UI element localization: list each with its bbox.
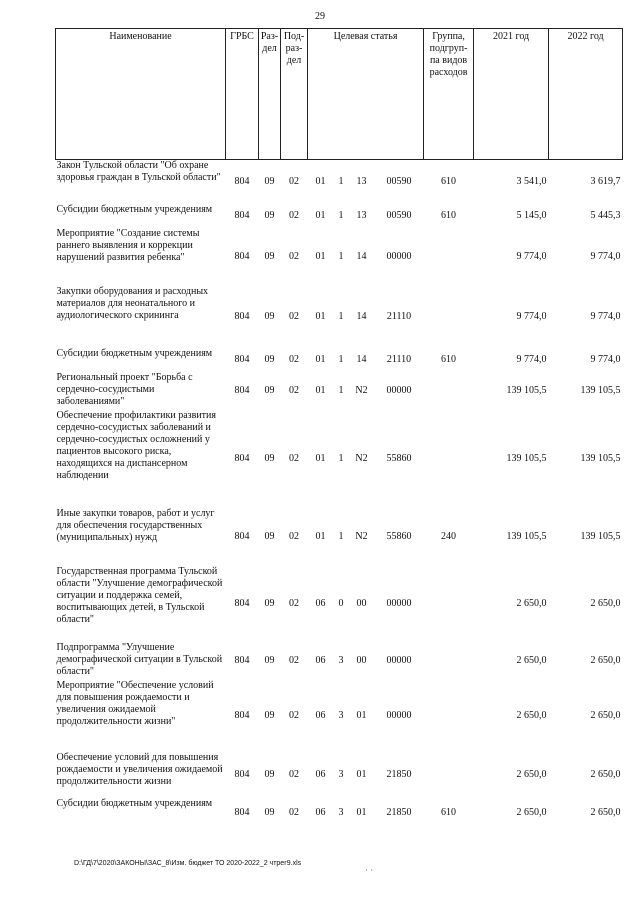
cell-target-program: 01 bbox=[315, 530, 326, 542]
cell-group: 610 bbox=[441, 353, 457, 365]
cell-2022: 2 650,0 bbox=[590, 709, 621, 721]
cell-name: Закон Тульской области "Об охране здоровья граждан в Тульской области" bbox=[56, 160, 221, 183]
cell-name: Обеспечение профилактики развития сердечно-сосудистых заболеваний и сердечно-сосудистых осложнений у пациентов высокого риска, находящихся на диспансерном наблюдении bbox=[56, 409, 217, 481]
cell-podrazdel: 02 bbox=[289, 250, 299, 262]
header-name: Наименование bbox=[56, 29, 226, 160]
table-row bbox=[56, 410, 623, 508]
cell-2021: 9 774,0 bbox=[516, 250, 547, 262]
cell-grbs: 804 bbox=[234, 654, 250, 666]
cell-group bbox=[424, 680, 474, 752]
cell-razdel: 09 bbox=[264, 530, 275, 542]
cell-grbs: 804 bbox=[234, 310, 250, 322]
cell-group bbox=[424, 228, 474, 286]
cell-podrazdel: 02 bbox=[289, 597, 299, 609]
cell-2022: 3 619,7 bbox=[590, 175, 621, 187]
cell-2022: 139 105,5 bbox=[580, 530, 621, 542]
cell-target-sub: 3 bbox=[338, 768, 344, 780]
cell-name: Региональный проект "Борьба с сердечно-сосудистыми заболеваниями" bbox=[56, 371, 193, 407]
cell-group: 610 bbox=[441, 175, 457, 187]
cell-target-event: N2 bbox=[355, 452, 368, 464]
cell-podrazdel: 02 bbox=[289, 530, 299, 542]
header-2022: 2022 год bbox=[549, 29, 623, 160]
cell-target-event: 14 bbox=[356, 310, 367, 322]
cell-target-code: 00000 bbox=[386, 384, 412, 396]
cell-razdel: 09 bbox=[264, 384, 275, 396]
cell-target-code: 00000 bbox=[386, 597, 412, 609]
cell-group bbox=[424, 752, 474, 798]
cell-target-code: 00000 bbox=[386, 654, 412, 666]
cell-target-sub: 1 bbox=[338, 209, 344, 221]
table-body bbox=[56, 160, 623, 828]
table-row bbox=[56, 204, 623, 228]
table-row bbox=[56, 286, 623, 348]
cell-target-code: 21850 bbox=[386, 806, 412, 818]
cell-2021: 3 541,0 bbox=[516, 175, 547, 187]
cell-name: Государственная программа Тульской области "Улучшение демографической ситуации и поддержка семей, воспитывающих детей, в Тульской области" bbox=[56, 565, 223, 625]
table-header-row bbox=[56, 29, 623, 160]
header-razdel: Раз- дел bbox=[259, 29, 281, 160]
cell-podrazdel: 02 bbox=[289, 175, 299, 187]
cell-target-event: 13 bbox=[356, 209, 367, 221]
table-row bbox=[56, 508, 623, 566]
cell-target-program: 06 bbox=[315, 806, 326, 818]
table-row bbox=[56, 228, 623, 286]
footer-file-path: D:\ГД\7\2020\ЗАКОНЫ\ЗАС_8\Изм. бюджет ТО 2020-2022_2 чтрег9.xls bbox=[74, 860, 302, 867]
cell-target-code: 21850 bbox=[386, 768, 412, 780]
cell-target-code: 00590 bbox=[386, 209, 412, 221]
cell-target-program: 06 bbox=[315, 709, 326, 721]
header-2021: 2021 год bbox=[474, 29, 549, 160]
cell-2022: 139 105,5 bbox=[580, 384, 621, 396]
budget-table bbox=[55, 28, 623, 828]
cell-target-sub: 3 bbox=[338, 806, 344, 818]
cell-grbs: 804 bbox=[234, 768, 250, 780]
cell-group bbox=[424, 372, 474, 410]
cell-target-sub: 1 bbox=[338, 384, 344, 396]
table-row bbox=[56, 372, 623, 410]
table-row bbox=[56, 680, 623, 752]
cell-target-code: 00000 bbox=[386, 709, 412, 721]
cell-podrazdel: 02 bbox=[289, 209, 299, 221]
cell-podrazdel: 02 bbox=[289, 768, 299, 780]
cell-target-sub: 1 bbox=[338, 310, 344, 322]
cell-podrazdel: 02 bbox=[289, 384, 299, 396]
cell-name: Закупки оборудования и расходных материалов для неонатального и аудиологического скрининга bbox=[56, 285, 209, 321]
cell-target-code: 00590 bbox=[386, 175, 412, 187]
cell-target-sub: 3 bbox=[338, 654, 344, 666]
cell-name: Обеспечение условий для повышения рождаемости и увеличения ожидаемой продолжительности жизни bbox=[56, 751, 223, 787]
cell-group: 610 bbox=[441, 209, 457, 221]
cell-target-code: 21110 bbox=[386, 353, 412, 365]
cell-name: Подпрограмма "Улучшение демографической ситуации в Тульской области" bbox=[56, 641, 223, 677]
cell-target-code: 55860 bbox=[386, 452, 412, 464]
cell-2021: 2 650,0 bbox=[516, 709, 547, 721]
cell-target-event: N2 bbox=[355, 384, 368, 396]
cell-razdel: 09 bbox=[264, 250, 275, 262]
cell-razdel: 09 bbox=[264, 654, 275, 666]
cell-2021: 9 774,0 bbox=[516, 353, 547, 365]
cell-podrazdel: 02 bbox=[289, 654, 299, 666]
cell-target-program: 06 bbox=[315, 654, 326, 666]
cell-2021: 5 145,0 bbox=[516, 209, 547, 221]
cell-target-event: N2 bbox=[355, 530, 368, 542]
cell-target-code: 21110 bbox=[386, 310, 412, 322]
cell-grbs: 804 bbox=[234, 806, 250, 818]
table-row bbox=[56, 160, 623, 204]
table-row bbox=[56, 642, 623, 680]
cell-target-sub: 1 bbox=[338, 530, 344, 542]
cell-podrazdel: 02 bbox=[289, 353, 299, 365]
cell-grbs: 804 bbox=[234, 353, 250, 365]
cell-group: 240 bbox=[441, 530, 457, 542]
cell-2022: 2 650,0 bbox=[590, 597, 621, 609]
cell-grbs: 804 bbox=[234, 250, 250, 262]
cell-target-program: 01 bbox=[315, 353, 326, 365]
table-row bbox=[56, 348, 623, 372]
corner-mark: ˙ ˙ bbox=[365, 868, 374, 878]
cell-name: Мероприятие "Обеспечение условий для повышения рождаемости и увеличения ожидаемой продолжительности жизни" bbox=[56, 679, 214, 727]
cell-grbs: 804 bbox=[234, 597, 250, 609]
cell-2021: 2 650,0 bbox=[516, 768, 547, 780]
cell-target-program: 01 bbox=[315, 175, 326, 187]
cell-group bbox=[424, 642, 474, 680]
cell-target-code: 55860 bbox=[386, 530, 412, 542]
cell-razdel: 09 bbox=[264, 597, 275, 609]
cell-target-event: 14 bbox=[356, 250, 367, 262]
cell-group bbox=[424, 410, 474, 508]
cell-target-program: 01 bbox=[315, 452, 326, 464]
cell-2022: 9 774,0 bbox=[590, 250, 621, 262]
cell-2022: 9 774,0 bbox=[590, 353, 621, 365]
cell-target-program: 06 bbox=[315, 768, 326, 780]
table-row bbox=[56, 566, 623, 642]
cell-target-sub: 0 bbox=[338, 597, 344, 609]
cell-2022: 2 650,0 bbox=[590, 806, 621, 818]
cell-podrazdel: 02 bbox=[289, 709, 299, 721]
cell-2021: 2 650,0 bbox=[516, 806, 547, 818]
cell-razdel: 09 bbox=[264, 175, 275, 187]
cell-target-event: 00 bbox=[356, 654, 367, 666]
cell-target-sub: 3 bbox=[338, 709, 344, 721]
cell-group: 610 bbox=[441, 806, 457, 818]
cell-2022: 5 445,3 bbox=[590, 209, 621, 221]
cell-target-program: 01 bbox=[315, 250, 326, 262]
cell-razdel: 09 bbox=[264, 310, 275, 322]
cell-target-code: 00000 bbox=[386, 250, 412, 262]
cell-grbs: 804 bbox=[234, 384, 250, 396]
page-number: 29 bbox=[315, 11, 325, 22]
header-target: Целевая статья bbox=[308, 29, 424, 160]
cell-target-program: 01 bbox=[315, 310, 326, 322]
cell-target-program: 06 bbox=[315, 597, 326, 609]
cell-group bbox=[424, 286, 474, 348]
cell-2021: 9 774,0 bbox=[516, 310, 547, 322]
cell-target-event: 01 bbox=[356, 806, 367, 818]
header-grbs: ГРБС bbox=[226, 29, 259, 160]
cell-2022: 139 105,5 bbox=[580, 452, 621, 464]
cell-target-sub: 1 bbox=[338, 452, 344, 464]
cell-2021: 139 105,5 bbox=[506, 384, 547, 396]
header-group: Группа, подгруп- па видов расходов bbox=[424, 29, 474, 160]
cell-2021: 2 650,0 bbox=[516, 597, 547, 609]
cell-target-sub: 1 bbox=[338, 353, 344, 365]
cell-razdel: 09 bbox=[264, 353, 275, 365]
cell-target-event: 14 bbox=[356, 353, 367, 365]
cell-razdel: 09 bbox=[264, 768, 275, 780]
cell-grbs: 804 bbox=[234, 709, 250, 721]
cell-target-event: 13 bbox=[356, 175, 367, 187]
cell-grbs: 804 bbox=[234, 175, 250, 187]
cell-2021: 139 105,5 bbox=[506, 530, 547, 542]
cell-podrazdel: 02 bbox=[289, 310, 299, 322]
cell-razdel: 09 bbox=[264, 806, 275, 818]
cell-podrazdel: 02 bbox=[289, 806, 299, 818]
cell-2021: 2 650,0 bbox=[516, 654, 547, 666]
cell-name: Субсидии бюджетным учреждениям bbox=[56, 347, 213, 359]
cell-grbs: 804 bbox=[234, 209, 250, 221]
cell-podrazdel: 02 bbox=[289, 452, 299, 464]
table-row bbox=[56, 798, 623, 828]
cell-razdel: 09 bbox=[264, 209, 275, 221]
cell-target-event: 00 bbox=[356, 597, 367, 609]
cell-name: Субсидии бюджетным учреждениям bbox=[56, 797, 213, 809]
cell-name: Мероприятие "Создание системы раннего выявления и коррекции нарушений развития ребенка" bbox=[56, 227, 200, 263]
cell-target-program: 01 bbox=[315, 384, 326, 396]
cell-target-program: 01 bbox=[315, 209, 326, 221]
cell-2022: 9 774,0 bbox=[590, 310, 621, 322]
cell-group bbox=[424, 566, 474, 642]
cell-name: Иные закупки товаров, работ и услуг для обеспечения государственных (муниципальных) нужд bbox=[56, 507, 215, 543]
cell-razdel: 09 bbox=[264, 452, 275, 464]
cell-target-sub: 1 bbox=[338, 250, 344, 262]
cell-name: Субсидии бюджетным учреждениям bbox=[56, 203, 213, 215]
header-podrazdel: Под- раз- дел bbox=[281, 29, 308, 160]
cell-razdel: 09 bbox=[264, 709, 275, 721]
cell-target-event: 01 bbox=[356, 709, 367, 721]
cell-target-sub: 1 bbox=[338, 175, 344, 187]
cell-target-event: 01 bbox=[356, 768, 367, 780]
cell-2022: 2 650,0 bbox=[590, 654, 621, 666]
table-row bbox=[56, 752, 623, 798]
cell-grbs: 804 bbox=[234, 452, 250, 464]
cell-grbs: 804 bbox=[234, 530, 250, 542]
cell-2022: 2 650,0 bbox=[590, 768, 621, 780]
cell-2021: 139 105,5 bbox=[506, 452, 547, 464]
